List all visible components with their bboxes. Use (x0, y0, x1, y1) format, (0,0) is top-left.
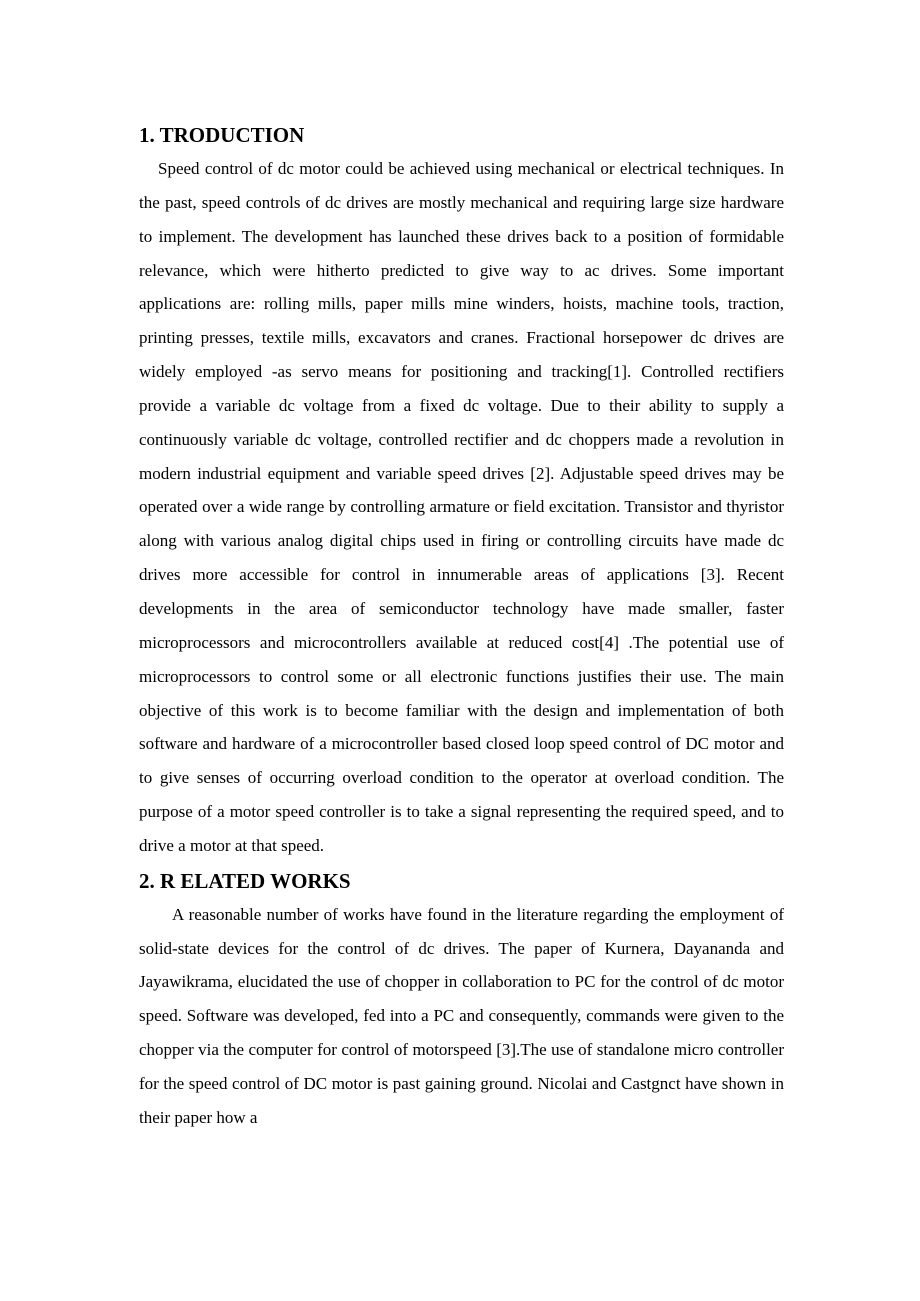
section-heading-related-works: 2. R ELATED WORKS (139, 868, 351, 893)
document-body (139, 118, 784, 1135)
related-works-paragraph: A reasonable number of works have found in the literature regarding the employment of solid-state devices for the control of dc drives. The paper of Kurnera, Dayananda and Jayawikrama, elucidated the use of chopper in collaboration to PC for the control of dc motor speed. Software was developed, fed into a PC and consequently, commands were given to the chopper via the computer for control of motorspeed [3].The use of standalone micro controller for the speed control of DC motor is past gaining ground. Nicolai and Castgnct have shown in their paper how a (139, 904, 784, 1127)
introduction-paragraph: Speed control of dc motor could be achieved using mechanical or electrical techniques. In the past, speed controls of dc drives are mostly mechanical and requiring large size hardware to implement. The development has launched these drives back to a position of formidable relevance, which were hitherto predicted to give way to ac drives. Some important applications are: rolling mills, paper mills mine winders, hoists, machine tools, traction, printing presses, textile mills, excavators and cranes. Fractional horsepower dc drives are widely employed -as servo means for positioning and tracking[1]. Controlled rectifiers provide a variable dc voltage from a fixed dc voltage. Due to their ability to supply a continuously variable dc voltage, controlled rectifier and dc choppers made a revolution in modern industrial equipment and variable speed drives [2]. Adjustable speed drives may be operated over a wide range by controlling armature or field excitation. Transistor and thyristor along with various analog digital chips used in firing or controlling circuits have made dc drives more accessible for control in innumerable areas of applications [3]. Recent developments in the area of semiconductor technology have made smaller, faster microprocessors and microcontrollers available at reduced cost[4] .The potential use of microprocessors to control some or all electronic functions justifies their use. The main objective of this work is to become familiar with the design and implementation of both software and hardware of a microcontroller based closed loop speed control of DC motor and to give senses of occurring overload condition to the operator at overload condition. The purpose of a motor speed controller is to take a signal representing the required speed, and to drive a motor at that speed. (139, 159, 784, 855)
section-heading-introduction: 1. TRODUCTION (139, 123, 305, 147)
